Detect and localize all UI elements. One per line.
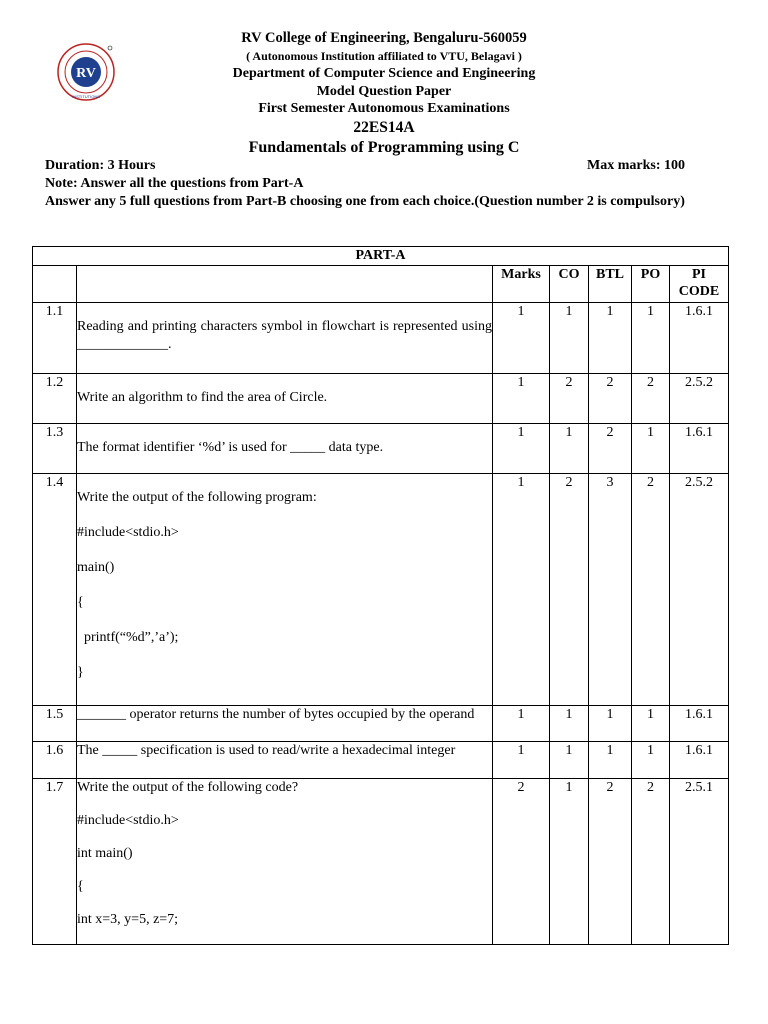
max-marks: Max marks: 100: [587, 158, 685, 173]
po-cell: 2: [632, 779, 670, 945]
logo-text: RV: [76, 66, 96, 81]
co-cell: 1: [550, 742, 589, 779]
btl-cell: 1: [589, 742, 632, 779]
co-cell: 1: [550, 303, 589, 374]
duration-line: [45, 158, 723, 174]
btl-cell: 1: [589, 706, 632, 742]
paper-type: Model Question Paper: [316, 83, 452, 99]
question-number: 1.1: [33, 303, 77, 374]
pi-cell: 1.6.1: [670, 303, 729, 374]
table-row: [33, 303, 729, 374]
co-cell: 1: [550, 779, 589, 945]
code-line: int main(): [77, 846, 133, 861]
po-cell: 1: [632, 742, 670, 779]
question-text: Write an algorithm to find the area of Circle.: [77, 390, 328, 405]
marks-cell: 2: [493, 779, 550, 945]
logo-ring-text: INSTITUTIONS: [72, 94, 100, 99]
po-cell: 2: [632, 474, 670, 706]
pi-cell: 2.5.2: [670, 474, 729, 706]
question-number: 1.4: [33, 474, 77, 706]
btl-cell: 1: [589, 303, 632, 374]
table-row: [33, 424, 729, 474]
co-cell: 1: [550, 424, 589, 474]
code-line: }: [77, 665, 84, 680]
question-text: The _____ specification is used to read/write a hexadecimal integer: [77, 743, 456, 758]
table-row: [33, 779, 729, 945]
po-cell: 1: [632, 424, 670, 474]
marks-cell: 1: [493, 303, 550, 374]
code-line: #include<stdio.h>: [77, 525, 179, 540]
college-logo: [56, 42, 116, 102]
question-number: 1.2: [33, 374, 77, 424]
header-po: PO: [632, 266, 670, 303]
btl-cell: 2: [589, 779, 632, 945]
code-line: {: [77, 879, 84, 894]
po-cell: 2: [632, 374, 670, 424]
co-cell: 1: [550, 706, 589, 742]
college-name: RV College of Engineering, Bengaluru-560059: [241, 30, 527, 46]
question-text: The format identifier ‘%d’ is used for _____ data type.: [77, 440, 384, 455]
code-line: main(): [77, 560, 115, 575]
duration: Duration: 3 Hours: [45, 158, 156, 173]
co-cell: 2: [550, 374, 589, 424]
header-code: CODE: [678, 284, 720, 299]
btl-cell: 2: [589, 424, 632, 474]
pi-cell: 2.5.1: [670, 779, 729, 945]
marks-cell: 1: [493, 706, 550, 742]
pi-cell: 1.6.1: [670, 706, 729, 742]
pi-cell: 1.6.1: [670, 742, 729, 779]
question-text: Reading and printing characters symbol in flowchart is represented using _____________.: [77, 319, 492, 352]
question-text: _______ operator returns the number of bytes occupied by the operand: [77, 707, 475, 722]
table-row: [33, 474, 729, 706]
header-marks: Marks: [493, 266, 550, 303]
pi-cell: 1.6.1: [670, 424, 729, 474]
header-blank-no: [33, 266, 77, 303]
po-cell: 1: [632, 706, 670, 742]
question-number: 1.7: [33, 779, 77, 945]
question-number: 1.3: [33, 424, 77, 474]
table-row: [33, 706, 729, 742]
header-btl: BTL: [589, 266, 632, 303]
paper-header: [120, 30, 648, 156]
question-table: [32, 246, 729, 945]
table-row: [33, 742, 729, 779]
marks-cell: 1: [493, 374, 550, 424]
course-title: Fundamentals of Programming using C: [248, 138, 520, 156]
department-name: Department of Computer Science and Engineering: [232, 66, 536, 82]
btl-cell: 3: [589, 474, 632, 706]
part-a-title: PART-A: [33, 247, 729, 266]
instruction: Answer any 5 full questions from Part-B choosing one from each choice.(Question number 2 is compulsory): [45, 194, 685, 209]
marks-cell: 1: [493, 742, 550, 779]
question-number: 1.6: [33, 742, 77, 779]
note: Note: Answer all the questions from Part-A: [45, 176, 304, 191]
code-line: int x=3, y=5, z=7;: [77, 912, 179, 927]
header-co: CO: [550, 266, 589, 303]
course-code: 22ES14A: [353, 118, 415, 136]
co-cell: 2: [550, 474, 589, 706]
code-line: printf(“%d”,’a’);: [77, 630, 179, 645]
po-cell: 1: [632, 303, 670, 374]
question-line: Write the output of the following program:: [77, 490, 317, 505]
marks-cell: 1: [493, 474, 550, 706]
question-number: 1.5: [33, 706, 77, 742]
table-row: [33, 374, 729, 424]
exam-name: First Semester Autonomous Examinations: [258, 101, 510, 117]
header-pi-code: [670, 266, 729, 303]
autonomous-line: ( Autonomous Institution affiliated to VTU, Belagavi ): [246, 48, 522, 63]
question-line: Write the output of the following code?: [77, 780, 299, 795]
header-pi: PI: [692, 267, 706, 282]
header-blank-question: [77, 266, 493, 303]
code-line: #include<stdio.h>: [77, 813, 179, 828]
btl-cell: 2: [589, 374, 632, 424]
marks-cell: 1: [493, 424, 550, 474]
code-line: {: [77, 595, 84, 610]
pi-cell: 2.5.2: [670, 374, 729, 424]
